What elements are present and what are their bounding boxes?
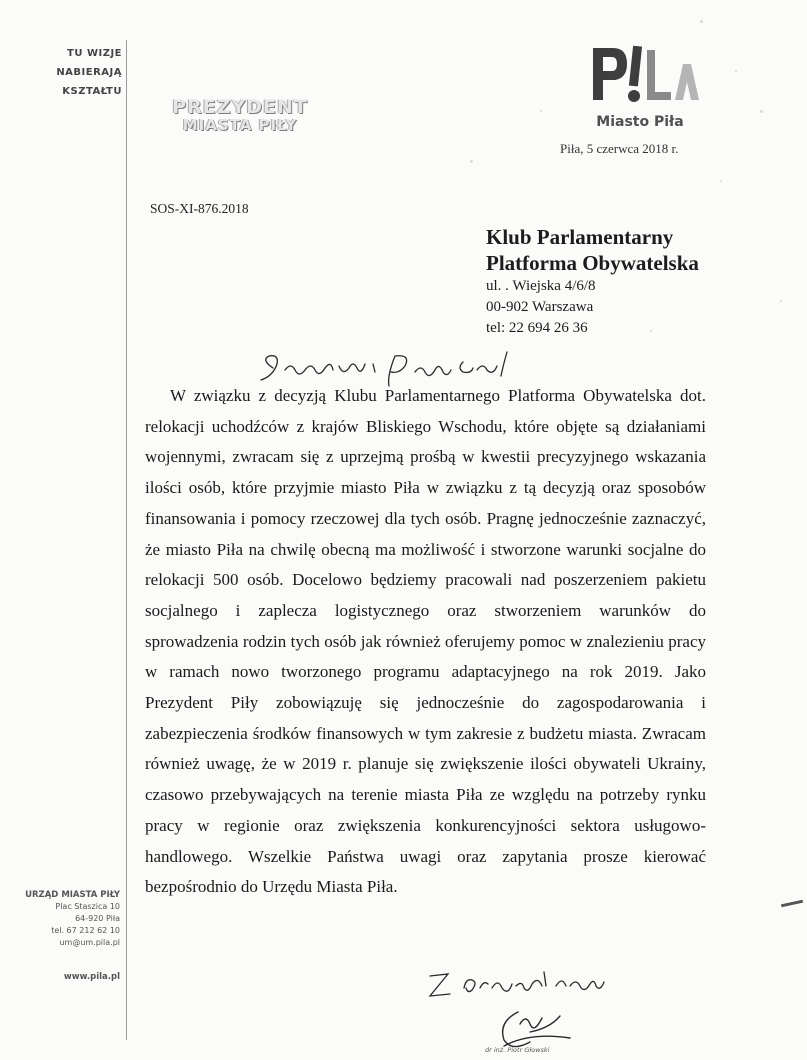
recipient-street: ul. . Wiejska 4/6/8: [486, 278, 596, 294]
office-postcode: 64-920 Piła: [75, 914, 120, 923]
slogan-line: NABIERAJĄ: [56, 67, 122, 78]
slogan-line: KSZTAŁTU: [62, 86, 122, 97]
recipient-city: 00-902 Warszawa: [486, 299, 594, 315]
city-logo: [585, 38, 705, 134]
scan-speck: [735, 70, 737, 72]
recipient-address: [486, 224, 699, 339]
president-stamp: [150, 98, 330, 134]
scan-speck: [700, 20, 703, 23]
signer-stamp: dr inż. Piotr Głowski: [485, 1046, 550, 1054]
margin-divider: [126, 40, 127, 1040]
stamp-title: PREZYDENT: [172, 96, 308, 118]
office-street: Plac Staszica 10: [55, 902, 120, 911]
city-slogan: [44, 44, 122, 101]
letter-body: W związku z decyzją Klubu Parlamentarnego Platforma Obywatelska dot. relokacji uchodźców z krajów Bliskiego Wschodu, które objęte są działaniami wojennymi, zwracam się z uprzejmą prośbą w kwestii precyzyjnego wskazania ilości osób, które przyjmie miasto Piła w związku z tą decyzją oraz sposobów finansowania i pomocy rzeczowej dla tych osób. Pragnę jednocześnie zaznaczyć, że miasto Piła na chwilę obecną ma możliwość i stworzone warunki socjalne do relokacji 500 osób. Docelowo będziemy pracowali nad poszerzeniem pakietu socjalnego i zaplecza logistycznego oraz stworzeniem warunków do sprowadzenia rodzin tych osób jak również oferujemy pomoc w znalezieniu pracy w ramach nowo tworzonego programu adaptacyjnego na rok 2019. Jako Prezydent Piły zobowiązuję się jednocześnie do zagospodarowania i zabezpieczenia środków finansowych w tym zakresie z budżetu miasta. Zwracam również uwagę, że w 2019 r. planuje się zwiększenie ilości obywateli Ukrainy, czasowo przebywających na terenie miasta Piła ze względu na potrzeby rynku pracy w regionie oraz zwiększenia konkurencyjności sektora usługowo-handlowego. Wszelkie Państwa uwagi oraz zapytania prosze kierować bezpośrodnio do Urzędu Miasta Piła.: [145, 386, 706, 897]
city-logo-icon: [585, 38, 705, 118]
slogan-line: TU WIZJE: [67, 48, 122, 59]
margin-mark: [781, 900, 803, 908]
office-email: um@um.pila.pl: [59, 938, 120, 947]
office-address-block: [20, 889, 120, 949]
recipient-name-line2: Platforma Obywatelska: [486, 251, 699, 275]
scan-speck: [760, 110, 763, 113]
recipient-name-line1: Klub Parlamentarny: [486, 225, 674, 249]
stamp-subtitle: MIASTA PIŁY: [182, 116, 298, 134]
scan-speck: [470, 160, 473, 163]
letter-date: Piła, 5 czerwca 2018 r.: [560, 141, 679, 156]
website-link[interactable]: www.pila.pl: [63, 972, 120, 982]
recipient-phone: tel: 22 694 26 36: [486, 320, 588, 336]
scan-speck: [780, 300, 782, 302]
reference-number: SOS-XI-876.2018: [150, 201, 249, 216]
scan-speck: [540, 110, 542, 112]
handwritten-closing: [420, 958, 620, 1008]
office-phone: tel. 67 212 62 10: [51, 926, 120, 935]
logo-label: Miasto Piła: [596, 114, 684, 130]
scan-speck: [720, 180, 722, 182]
office-name: URZĄD MIASTA PIŁY: [25, 890, 120, 900]
